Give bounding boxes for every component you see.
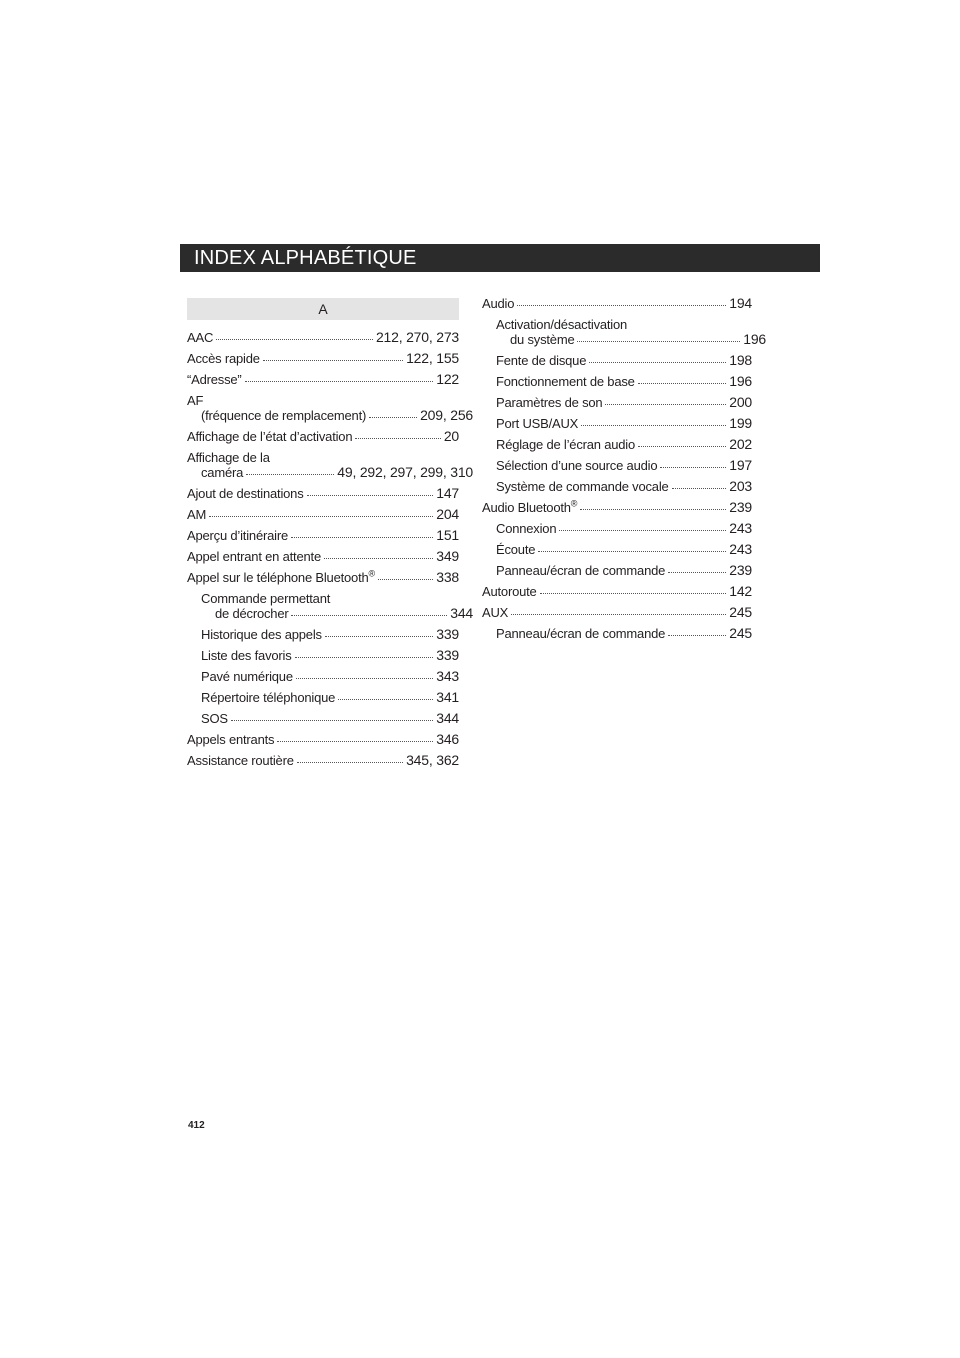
index-entry [187, 753, 459, 768]
entry-label [496, 479, 669, 494]
entry-pages: 243 [729, 541, 752, 557]
section-header-bar [180, 244, 820, 272]
entry-label-text: Connexion [496, 521, 557, 536]
entry-label-line1: Affichage de la [187, 450, 270, 465]
entry-label [187, 507, 206, 522]
entry-pages: 196 [729, 373, 752, 389]
dot-leader [668, 634, 726, 636]
entry-pages: 243 [729, 520, 752, 536]
entry-label-text: AAC [187, 330, 214, 345]
dot-leader [216, 338, 373, 340]
entry-row [187, 486, 459, 501]
entry-pages: 203 [729, 478, 752, 494]
entry-row [496, 395, 752, 410]
entry-row [201, 606, 473, 621]
entry-row [201, 648, 459, 663]
entry-pages: 204 [436, 506, 459, 522]
entry-label-text: caméra [201, 465, 244, 480]
entry-label [201, 627, 322, 642]
entry-pages: 49, 292, 297, 299, 310 [337, 464, 473, 480]
index-entry [482, 563, 752, 578]
page-number: 412 [188, 1120, 205, 1131]
dot-leader [338, 698, 433, 700]
entry-row [201, 669, 459, 684]
entry-label [187, 330, 213, 345]
entry-pages: 344 [436, 710, 459, 726]
entry-label [482, 500, 577, 515]
dot-leader [277, 740, 433, 742]
entry-label [187, 486, 304, 501]
entry-label-text: Réglage de l’écran audio [496, 437, 636, 452]
entry-row [496, 353, 752, 368]
index-entry [187, 330, 459, 345]
entry-row [496, 542, 752, 557]
entry-label-text: Paramètres de son [496, 395, 603, 410]
entry-pages: 122 [436, 371, 459, 387]
dot-leader [605, 403, 726, 405]
entry-label-text: Panneau/écran de commande [496, 626, 666, 641]
index-entry [482, 416, 752, 431]
index-entry [482, 374, 752, 389]
index-entry [482, 296, 752, 311]
entry-row [187, 372, 459, 387]
entry-label [496, 458, 657, 473]
entry-pages: 194 [729, 295, 752, 311]
index-list-right [482, 295, 766, 641]
entry-pages: 198 [729, 352, 752, 368]
entry-row [482, 605, 752, 620]
entry-row [201, 711, 459, 726]
entry-label-text: Appel sur le téléphone Bluetooth [187, 570, 369, 585]
dot-leader [511, 613, 726, 615]
index-entry [187, 690, 459, 705]
entry-label [187, 549, 321, 564]
index-entry [482, 500, 752, 515]
index-entry [187, 507, 459, 522]
entry-row [187, 465, 473, 480]
registered-mark: ® [368, 568, 375, 579]
entry-pages: 239 [729, 499, 752, 515]
entry-row [187, 351, 459, 366]
registered-mark: ® [570, 498, 578, 509]
entry-label-text: Liste des favoris [201, 648, 292, 663]
index-entry [482, 353, 752, 368]
dot-leader [577, 340, 740, 342]
entry-pages: 196 [743, 331, 766, 347]
dot-leader [538, 550, 726, 552]
index-entry [187, 732, 459, 747]
dot-leader [295, 656, 434, 658]
entry-label-text: Écoute [496, 542, 536, 557]
entry-label-text: Historique des appels [201, 627, 322, 642]
entry-label [187, 732, 274, 747]
entry-row [187, 429, 459, 444]
index-entry [187, 528, 459, 543]
entry-label [496, 395, 602, 410]
entry-label [187, 570, 375, 585]
entry-label-text: “Adresse” [187, 372, 242, 387]
entry-label [496, 521, 556, 536]
entry-label-text: Autoroute [482, 584, 537, 599]
entry-pages: 245 [729, 625, 752, 641]
entry-label [215, 606, 288, 621]
entry-label [187, 528, 288, 543]
entry-label-text: Port USB/AUX [496, 416, 579, 431]
entry-label-text: Assistance routière [187, 753, 294, 768]
entry-pages: 239 [729, 562, 752, 578]
index-entry [187, 591, 473, 621]
index-entry [482, 542, 752, 557]
entry-label [496, 437, 635, 452]
entry-label-text: Panneau/écran de commande [496, 563, 666, 578]
entry-label [496, 563, 665, 578]
entry-pages: 345, 362 [406, 752, 459, 768]
entry-label-line1: AF [187, 393, 204, 408]
entry-pages: 151 [436, 527, 459, 543]
entry-label [201, 669, 293, 684]
dot-leader [325, 635, 433, 637]
page-title: INDEX ALPHABÉTIQUE [194, 247, 417, 269]
entry-row [482, 500, 752, 515]
entry-row [496, 479, 752, 494]
dot-leader [580, 508, 726, 510]
entry-pages: 343 [436, 668, 459, 684]
letter-heading: A [187, 298, 459, 320]
entry-label [496, 542, 535, 557]
entry-label [496, 353, 586, 368]
dot-leader [297, 761, 403, 763]
entry-label [187, 372, 242, 387]
index-entry [187, 549, 459, 564]
entry-row [187, 408, 473, 423]
index-entry [187, 393, 473, 423]
entry-pages: 339 [436, 626, 459, 642]
entry-row [496, 626, 752, 641]
entry-label-text: AM [187, 507, 207, 522]
dot-leader [559, 529, 726, 531]
dot-leader [291, 536, 433, 538]
entry-label-text: Sélection d’une source audio [496, 458, 658, 473]
dot-leader [209, 515, 433, 517]
entry-label-text: Audio [482, 296, 515, 311]
entry-pages: 341 [436, 689, 459, 705]
entry-label [482, 584, 537, 599]
index-column-left [187, 298, 473, 774]
index-entry [187, 570, 459, 585]
index-entry [482, 458, 752, 473]
entry-label-text: Appel entrant en attente [187, 549, 321, 564]
entry-row [496, 458, 752, 473]
dot-leader [231, 719, 433, 721]
entry-pages: 349 [436, 548, 459, 564]
entry-label-text: Fente de disque [496, 353, 587, 368]
index-entry [482, 479, 752, 494]
entry-pages: 346 [436, 731, 459, 747]
entry-label-text: Pavé numérique [201, 669, 293, 684]
index-list-left [187, 329, 473, 768]
entry-pages: 142 [729, 583, 752, 599]
entry-label-text: Audio Bluetooth [482, 500, 571, 515]
entry-label [496, 626, 665, 641]
dot-leader [307, 494, 434, 496]
entry-pages: 200 [729, 394, 752, 410]
entry-pages: 209, 256 [420, 407, 473, 423]
entry-row [201, 690, 459, 705]
dot-leader [660, 466, 726, 468]
entry-label [496, 416, 578, 431]
index-entry [482, 584, 752, 599]
entry-label [482, 605, 508, 620]
dot-leader [668, 571, 726, 573]
entry-pages: 197 [729, 457, 752, 473]
entry-label-text: Fonctionnement de base [496, 374, 635, 389]
index-entry [482, 317, 766, 347]
dot-leader [540, 592, 727, 594]
entry-label [510, 332, 574, 347]
entry-row [496, 374, 752, 389]
index-entry [187, 429, 459, 444]
entry-label [201, 465, 243, 480]
entry-label [496, 374, 635, 389]
index-entry [482, 605, 752, 620]
dot-leader [369, 416, 417, 418]
entry-label-line1: Activation/désactivation [496, 317, 628, 332]
entry-label [187, 351, 260, 366]
dot-leader [324, 557, 433, 559]
entry-label [201, 711, 228, 726]
dot-leader [638, 445, 726, 447]
entry-pages: 199 [729, 415, 752, 431]
entry-label-text: Accès rapide [187, 351, 260, 366]
entry-row [496, 563, 752, 578]
entry-label-text: Appels entrants [187, 732, 275, 747]
index-entry [482, 521, 752, 536]
entry-label-text: Système de commande vocale [496, 479, 669, 494]
entry-label-text: du système [510, 332, 575, 347]
entry-label-text: Répertoire téléphonique [201, 690, 336, 705]
entry-row [482, 584, 752, 599]
entry-pages: 344 [450, 605, 473, 621]
entry-label [187, 429, 352, 444]
dot-leader [638, 382, 727, 384]
index-entry [187, 648, 459, 663]
entry-label-text: AUX [482, 605, 509, 620]
entry-pages: 122, 155 [406, 350, 459, 366]
index-entry [187, 450, 473, 480]
entry-row [187, 549, 459, 564]
entry-label-text: (fréquence de remplacement) [201, 408, 367, 423]
entry-row [496, 332, 766, 347]
entry-row [187, 753, 459, 768]
index-entry [187, 372, 459, 387]
entry-pages: 338 [436, 569, 459, 585]
entry-pages: 20 [443, 428, 459, 444]
index-entry [187, 627, 459, 642]
dot-leader [246, 473, 334, 475]
entry-pages: 202 [729, 436, 752, 452]
index-entry [187, 669, 459, 684]
dot-leader [581, 424, 726, 426]
entry-row [496, 416, 752, 431]
index-entry [482, 626, 752, 641]
index-entry [187, 486, 459, 501]
entry-label-text: Ajout de destinations [187, 486, 304, 501]
entry-row [187, 732, 459, 747]
index-entry [187, 711, 459, 726]
entry-row [482, 296, 752, 311]
entry-pages: 245 [729, 604, 752, 620]
index-entry [482, 395, 752, 410]
dot-leader [378, 578, 433, 580]
entry-row [201, 627, 459, 642]
index-column-right [482, 295, 766, 647]
entry-label [187, 753, 294, 768]
entry-row [496, 437, 752, 452]
entry-row [187, 570, 459, 585]
index-entry [482, 437, 752, 452]
dot-leader [672, 487, 727, 489]
entry-label [201, 690, 335, 705]
entry-row [187, 528, 459, 543]
entry-row [496, 521, 752, 536]
entry-label-line1: Commande permettant [201, 591, 331, 606]
entry-label [482, 296, 514, 311]
entry-label-text: Aperçu d’itinéraire [187, 528, 288, 543]
entry-label-text: Affichage de l’état d’activation [187, 429, 353, 444]
entry-pages: 212, 270, 273 [375, 329, 459, 345]
entry-row [187, 507, 459, 522]
dot-leader [291, 614, 447, 616]
dot-leader [355, 437, 440, 439]
entry-pages: 147 [436, 485, 459, 501]
entry-label [201, 408, 366, 423]
dot-leader [245, 380, 434, 382]
entry-row [187, 330, 459, 345]
dot-leader [296, 677, 433, 679]
entry-label [201, 648, 292, 663]
dot-leader [517, 304, 726, 306]
dot-leader [263, 359, 403, 361]
entry-pages: 339 [436, 647, 459, 663]
entry-label-text: de décrocher [215, 606, 289, 621]
index-entry [187, 351, 459, 366]
entry-label-text: SOS [201, 711, 228, 726]
dot-leader [589, 361, 726, 363]
